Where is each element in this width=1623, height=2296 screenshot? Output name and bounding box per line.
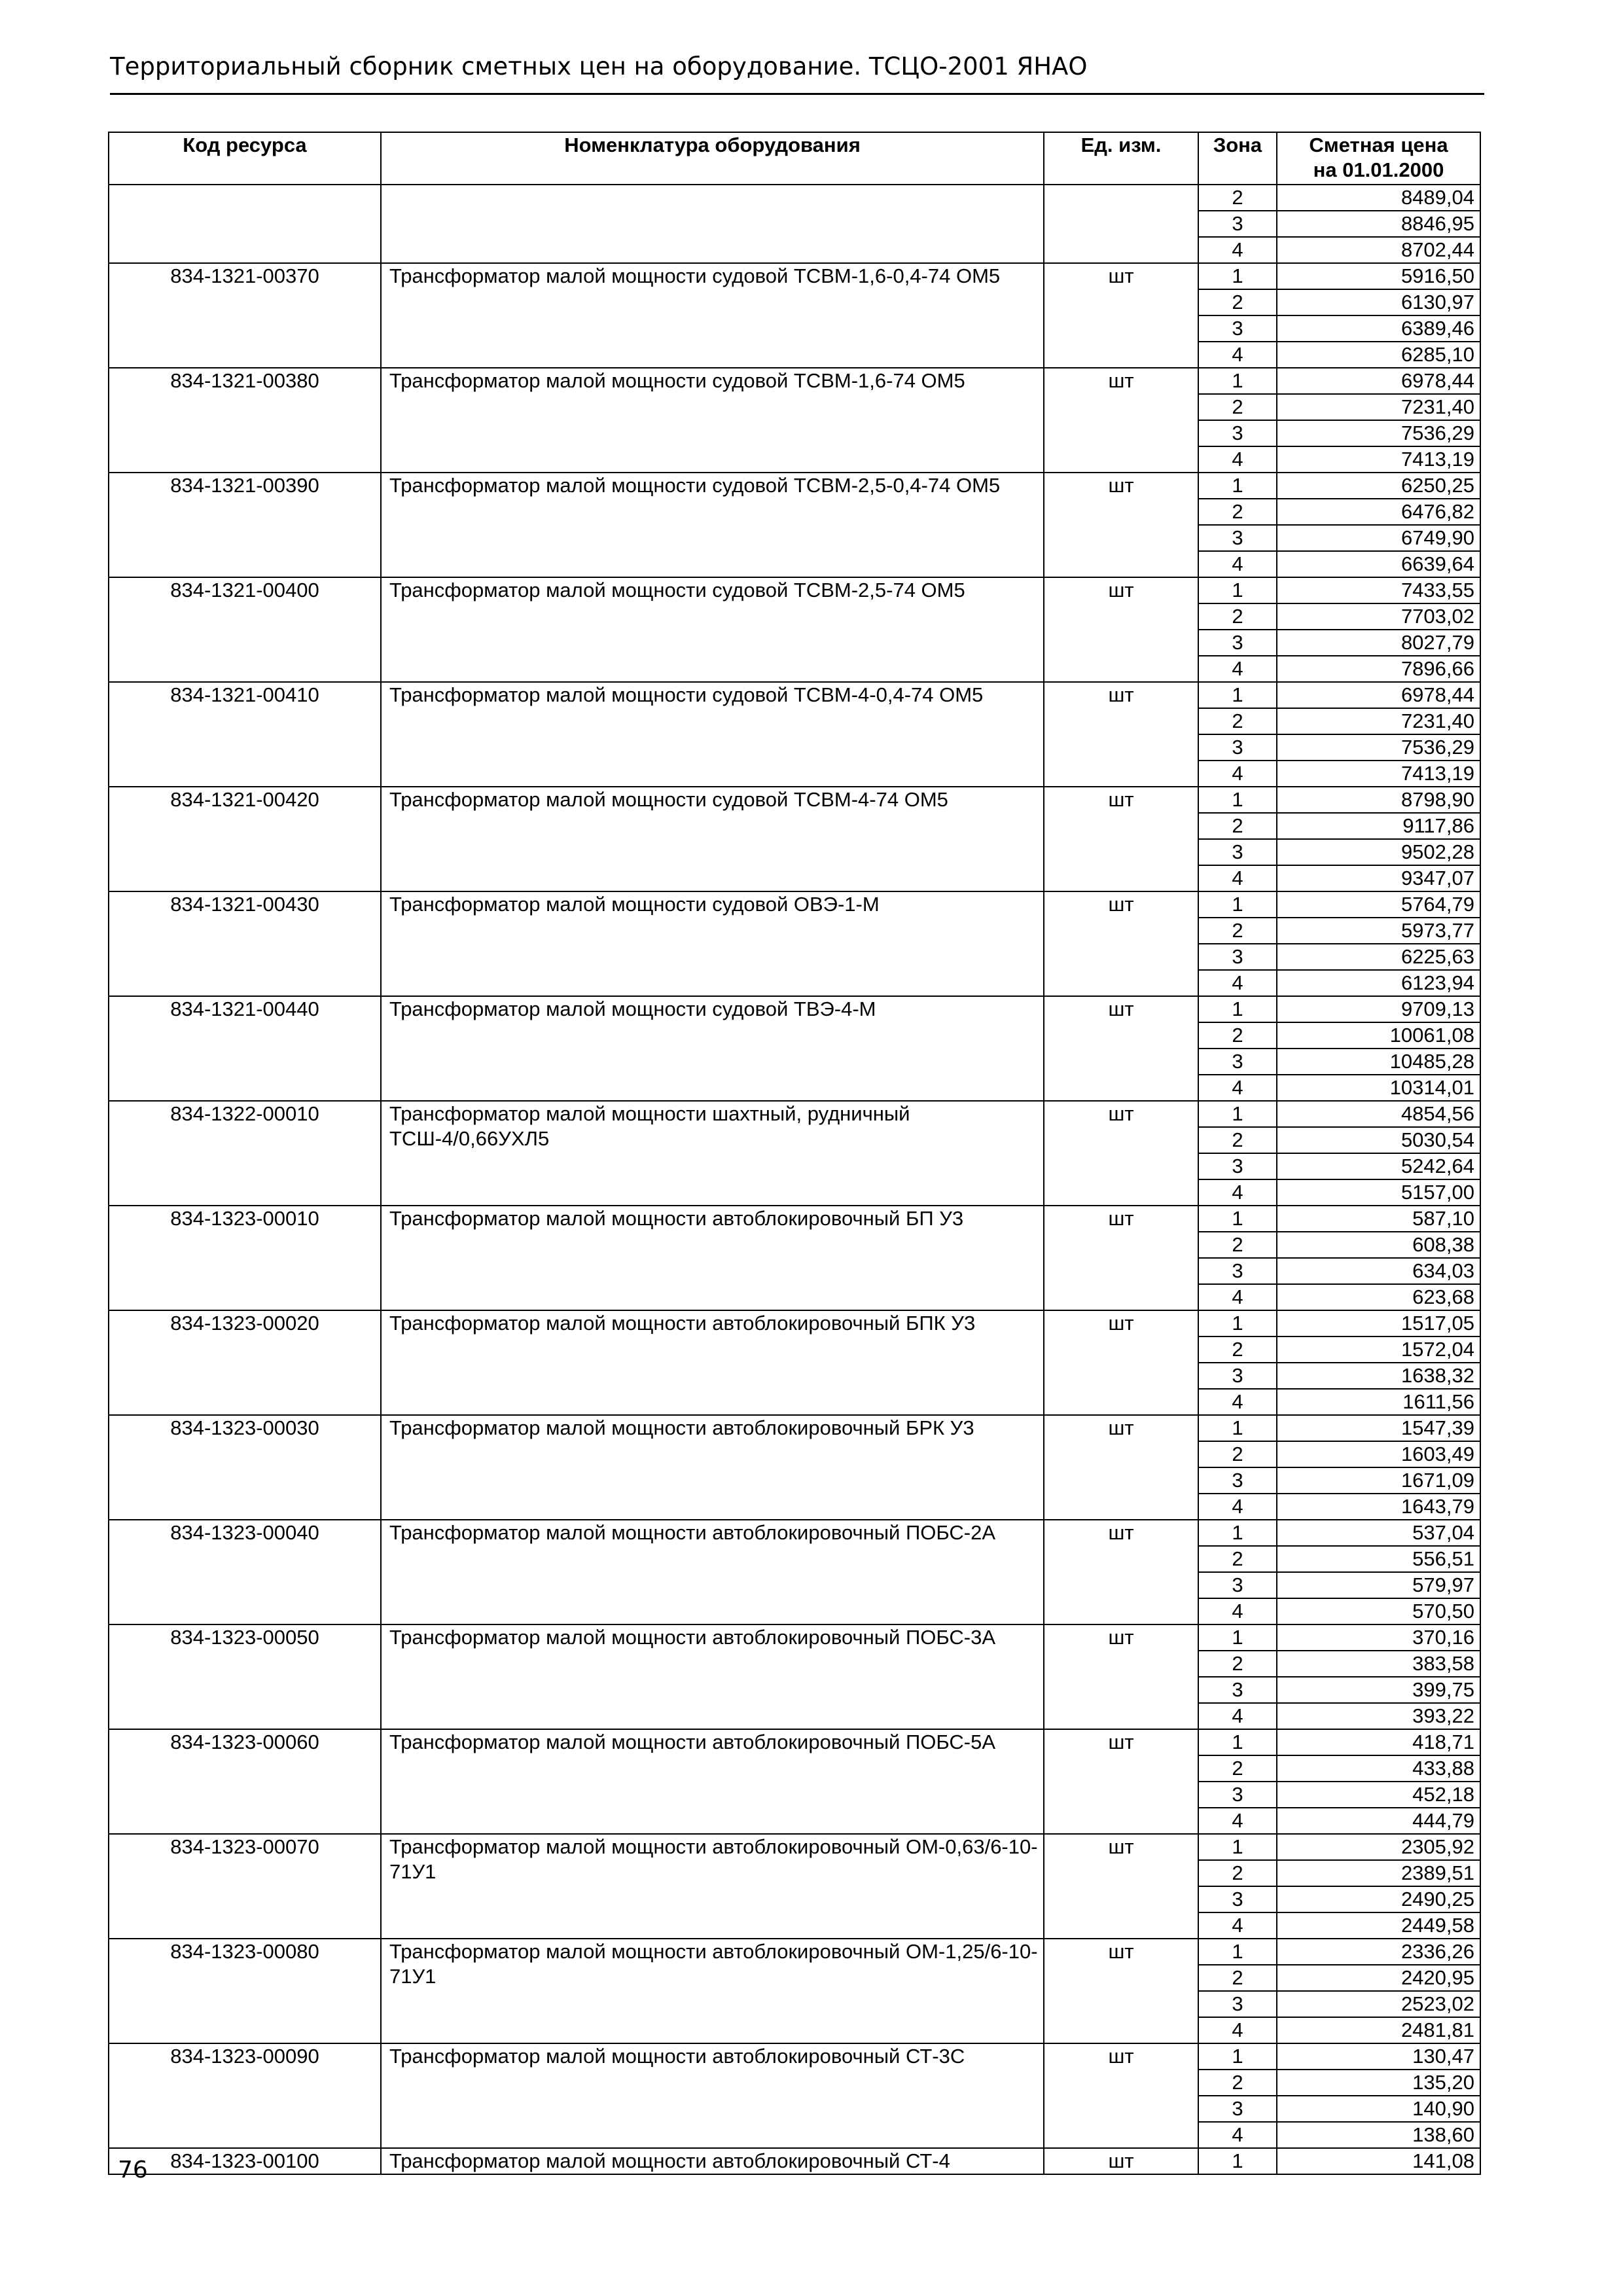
header-name: Номенклатура оборудования [381, 132, 1044, 185]
zone-cell: 2 [1198, 499, 1277, 525]
unit-cell: шт [1044, 1415, 1198, 1520]
zone-cell: 2 [1198, 813, 1277, 839]
zone-cell: 2 [1198, 1232, 1277, 1258]
zone-cell: 3 [1198, 1363, 1277, 1389]
zone-cell: 1 [1198, 1520, 1277, 1546]
zone-cell: 1 [1198, 891, 1277, 918]
table-row [109, 996, 1480, 1022]
unit-cell: шт [1044, 1520, 1198, 1624]
nomenclature-cell: Трансформатор малой мощности судовой ТСВМ-1,6-74 ОМ5 [381, 368, 1044, 473]
zone-cell: 2 [1198, 1546, 1277, 1572]
table-row [109, 2043, 1480, 2070]
zone-cell: 2 [1198, 1336, 1277, 1363]
header-code: Код ресурса [109, 132, 381, 185]
table-row [109, 1939, 1480, 1965]
price-cell: 5973,77 [1277, 918, 1480, 944]
price-cell: 6225,63 [1277, 944, 1480, 970]
unit-cell: шт [1044, 682, 1198, 787]
price-cell: 2490,25 [1277, 1886, 1480, 1912]
table-row [109, 2148, 1480, 2174]
zone-cell: 3 [1198, 839, 1277, 865]
zone-cell: 4 [1198, 1494, 1277, 1520]
zone-cell: 2 [1198, 1755, 1277, 1782]
unit-cell: шт [1044, 1310, 1198, 1415]
zone-cell: 4 [1198, 342, 1277, 368]
zone-cell: 1 [1198, 996, 1277, 1022]
unit-cell: шт [1044, 1939, 1198, 2043]
resource-code-cell: 834-1323-00080 [109, 1939, 381, 2043]
price-cell: 140,90 [1277, 2096, 1480, 2122]
zone-cell: 2 [1198, 289, 1277, 315]
zone-cell: 2 [1198, 1651, 1277, 1677]
price-cell: 8798,90 [1277, 787, 1480, 813]
zone-cell: 3 [1198, 1677, 1277, 1703]
resource-code-cell: 834-1323-00020 [109, 1310, 381, 1415]
page-header [110, 47, 1484, 95]
unit-cell: шт [1044, 1206, 1198, 1310]
nomenclature-cell: Трансформатор малой мощности судовой ОВЭ-1-М [381, 891, 1044, 996]
price-cell: 5916,50 [1277, 263, 1480, 289]
zone-cell: 3 [1198, 734, 1277, 761]
zone-cell: 1 [1198, 1939, 1277, 1965]
price-cell: 7896,66 [1277, 656, 1480, 682]
unit-cell: шт [1044, 1624, 1198, 1729]
price-cell: 4854,56 [1277, 1101, 1480, 1127]
nomenclature-cell: Трансформатор малой мощности судовой ТСВМ-2,5-0,4-74 ОМ5 [381, 473, 1044, 577]
price-cell: 7536,29 [1277, 734, 1480, 761]
resource-code-cell: 834-1321-00430 [109, 891, 381, 996]
price-cell: 1638,32 [1277, 1363, 1480, 1389]
price-cell: 2305,92 [1277, 1834, 1480, 1860]
price-cell: 141,08 [1277, 2148, 1480, 2174]
nomenclature-cell: Трансформатор малой мощности автоблокировочный СТ-4 [381, 2148, 1044, 2174]
price-cell: 6978,44 [1277, 682, 1480, 708]
zone-cell: 4 [1198, 970, 1277, 996]
price-cell: 9709,13 [1277, 996, 1480, 1022]
zone-cell: 4 [1198, 237, 1277, 263]
price-cell: 7231,40 [1277, 708, 1480, 734]
price-cell: 393,22 [1277, 1703, 1480, 1729]
table-row [109, 1415, 1480, 1441]
zone-cell: 1 [1198, 682, 1277, 708]
continuation-name-cell [381, 185, 1044, 263]
price-cell: 6250,25 [1277, 473, 1480, 499]
unit-cell: шт [1044, 1834, 1198, 1939]
zone-cell: 3 [1198, 420, 1277, 446]
price-cell: 5157,00 [1277, 1179, 1480, 1206]
nomenclature-cell: Трансформатор малой мощности шахтный, рудничный ТСШ-4/0,66УХЛ5 [381, 1101, 1044, 1206]
price-cell: 135,20 [1277, 2070, 1480, 2096]
zone-cell: 2 [1198, 1441, 1277, 1467]
zone-cell: 4 [1198, 551, 1277, 577]
table-row [109, 1206, 1480, 1232]
price-cell: 1671,09 [1277, 1467, 1480, 1494]
resource-code-cell: 834-1323-00070 [109, 1834, 381, 1939]
price-cell: 8027,79 [1277, 630, 1480, 656]
table-row [109, 1310, 1480, 1336]
zone-cell: 4 [1198, 1808, 1277, 1834]
price-cell: 7703,02 [1277, 603, 1480, 630]
unit-cell: шт [1044, 2043, 1198, 2148]
zone-cell: 1 [1198, 1834, 1277, 1860]
price-cell: 418,71 [1277, 1729, 1480, 1755]
zone-cell: 2 [1198, 1860, 1277, 1886]
header-zone: Зона [1198, 132, 1277, 185]
table-row [109, 682, 1480, 708]
zone-cell: 3 [1198, 1467, 1277, 1494]
price-cell: 452,18 [1277, 1782, 1480, 1808]
table-row [109, 1101, 1480, 1127]
nomenclature-cell: Трансформатор малой мощности автоблокировочный ОМ-1,25/6-10-71У1 [381, 1939, 1044, 2043]
nomenclature-cell: Трансформатор малой мощности автоблокировочный ПОБС-3А [381, 1624, 1044, 1729]
price-cell: 2449,58 [1277, 1912, 1480, 1939]
zone-cell: 3 [1198, 1049, 1277, 1075]
table-row [109, 1520, 1480, 1546]
unit-cell: шт [1044, 577, 1198, 682]
resource-code-cell: 834-1322-00010 [109, 1101, 381, 1206]
table-row [109, 1834, 1480, 1860]
zone-cell: 1 [1198, 1206, 1277, 1232]
resource-code-cell: 834-1321-00400 [109, 577, 381, 682]
price-cell: 1572,04 [1277, 1336, 1480, 1363]
zone-cell: 4 [1198, 446, 1277, 473]
nomenclature-cell: Трансформатор малой мощности судовой ТВЭ-4-М [381, 996, 1044, 1101]
price-cell: 7413,19 [1277, 446, 1480, 473]
price-cell: 623,68 [1277, 1284, 1480, 1310]
price-cell: 570,50 [1277, 1598, 1480, 1624]
zone-cell: 1 [1198, 368, 1277, 394]
zone-cell: 4 [1198, 2122, 1277, 2148]
resource-code-cell: 834-1321-00410 [109, 682, 381, 787]
price-cell: 383,58 [1277, 1651, 1480, 1677]
price-cell: 5030,54 [1277, 1127, 1480, 1153]
resource-code-cell: 834-1323-00030 [109, 1415, 381, 1520]
price-cell: 2523,02 [1277, 1991, 1480, 2017]
unit-cell: шт [1044, 1729, 1198, 1834]
nomenclature-cell: Трансформатор малой мощности судовой ТСВМ-2,5-74 ОМ5 [381, 577, 1044, 682]
header-unit: Ед. изм. [1044, 132, 1198, 185]
header-price-line1: Сметная цена [1309, 134, 1448, 156]
table-row [109, 185, 1480, 211]
price-cell: 2420,95 [1277, 1965, 1480, 1991]
table-row [109, 787, 1480, 813]
nomenclature-cell: Трансформатор малой мощности судовой ТСВМ-4-0,4-74 ОМ5 [381, 682, 1044, 787]
resource-code-cell: 834-1321-00440 [109, 996, 381, 1101]
zone-cell: 2 [1198, 708, 1277, 734]
unit-cell: шт [1044, 473, 1198, 577]
nomenclature-cell: Трансформатор малой мощности автоблокировочный СТ-3С [381, 2043, 1044, 2148]
table-body [109, 185, 1480, 2174]
zone-cell: 3 [1198, 944, 1277, 970]
price-cell: 7536,29 [1277, 420, 1480, 446]
price-cell: 6978,44 [1277, 368, 1480, 394]
zone-cell: 4 [1198, 761, 1277, 787]
zone-cell: 3 [1198, 1153, 1277, 1179]
zone-cell: 3 [1198, 2096, 1277, 2122]
price-cell: 9117,86 [1277, 813, 1480, 839]
resource-code-cell: 834-1321-00420 [109, 787, 381, 891]
price-cell: 6130,97 [1277, 289, 1480, 315]
zone-cell: 3 [1198, 1991, 1277, 2017]
zone-cell: 3 [1198, 1782, 1277, 1808]
price-cell: 6285,10 [1277, 342, 1480, 368]
unit-cell: шт [1044, 891, 1198, 996]
header-row [109, 132, 1480, 185]
zone-cell: 4 [1198, 1179, 1277, 1206]
table-row [109, 368, 1480, 394]
price-cell: 370,16 [1277, 1624, 1480, 1651]
price-cell: 130,47 [1277, 2043, 1480, 2070]
zone-cell: 2 [1198, 1022, 1277, 1049]
price-cell: 9502,28 [1277, 839, 1480, 865]
price-cell: 9347,07 [1277, 865, 1480, 891]
nomenclature-cell: Трансформатор малой мощности автоблокировочный ПОБС-5А [381, 1729, 1044, 1834]
table-row [109, 577, 1480, 603]
zone-cell: 1 [1198, 1101, 1277, 1127]
unit-cell: шт [1044, 2148, 1198, 2174]
zone-cell: 1 [1198, 263, 1277, 289]
price-cell: 1643,79 [1277, 1494, 1480, 1520]
zone-cell: 1 [1198, 1310, 1277, 1336]
price-cell: 1603,49 [1277, 1441, 1480, 1467]
price-cell: 8702,44 [1277, 237, 1480, 263]
header-price [1277, 132, 1480, 185]
price-cell: 2481,81 [1277, 2017, 1480, 2043]
resource-code-cell: 834-1323-00050 [109, 1624, 381, 1729]
price-cell: 587,10 [1277, 1206, 1480, 1232]
price-cell: 556,51 [1277, 1546, 1480, 1572]
price-cell: 8489,04 [1277, 185, 1480, 211]
zone-cell: 1 [1198, 577, 1277, 603]
nomenclature-cell: Трансформатор малой мощности автоблокировочный БП У3 [381, 1206, 1044, 1310]
zone-cell: 4 [1198, 1389, 1277, 1415]
zone-cell: 4 [1198, 1598, 1277, 1624]
price-cell: 634,03 [1277, 1258, 1480, 1284]
price-cell: 2336,26 [1277, 1939, 1480, 1965]
table-row [109, 1729, 1480, 1755]
price-cell: 7433,55 [1277, 577, 1480, 603]
resource-code-cell: 834-1321-00390 [109, 473, 381, 577]
price-cell: 1517,05 [1277, 1310, 1480, 1336]
price-cell: 2389,51 [1277, 1860, 1480, 1886]
zone-cell: 3 [1198, 211, 1277, 237]
nomenclature-cell: Трансформатор малой мощности автоблокировочный БРК У3 [381, 1415, 1044, 1520]
zone-cell: 1 [1198, 1729, 1277, 1755]
zone-cell: 1 [1198, 1624, 1277, 1651]
unit-cell: шт [1044, 996, 1198, 1101]
resource-code-cell: 834-1321-00370 [109, 263, 381, 368]
zone-cell: 1 [1198, 1415, 1277, 1441]
price-cell: 5242,64 [1277, 1153, 1480, 1179]
zone-cell: 3 [1198, 1572, 1277, 1598]
page-number: 76 [118, 2157, 148, 2183]
resource-code-cell: 834-1323-00040 [109, 1520, 381, 1624]
nomenclature-cell: Трансформатор малой мощности судовой ТСВМ-4-74 ОМ5 [381, 787, 1044, 891]
price-cell: 399,75 [1277, 1677, 1480, 1703]
price-cell: 433,88 [1277, 1755, 1480, 1782]
zone-cell: 3 [1198, 1886, 1277, 1912]
price-cell: 138,60 [1277, 2122, 1480, 2148]
price-cell: 10061,08 [1277, 1022, 1480, 1049]
zone-cell: 3 [1198, 1258, 1277, 1284]
nomenclature-cell: Трансформатор малой мощности автоблокировочный БПК У3 [381, 1310, 1044, 1415]
continuation-code-cell [109, 185, 381, 263]
resource-code-cell: 834-1323-00060 [109, 1729, 381, 1834]
price-table [108, 132, 1481, 2175]
unit-cell: шт [1044, 368, 1198, 473]
zone-cell: 2 [1198, 1965, 1277, 1991]
zone-cell: 4 [1198, 865, 1277, 891]
price-cell: 10314,01 [1277, 1075, 1480, 1101]
table-row [109, 1624, 1480, 1651]
zone-cell: 3 [1198, 525, 1277, 551]
nomenclature-cell: Трансформатор малой мощности автоблокировочный ОМ-0,63/6-10-71У1 [381, 1834, 1044, 1939]
zone-cell: 4 [1198, 656, 1277, 682]
price-cell: 1547,39 [1277, 1415, 1480, 1441]
zone-cell: 4 [1198, 1703, 1277, 1729]
price-cell: 7413,19 [1277, 761, 1480, 787]
price-cell: 7231,40 [1277, 394, 1480, 420]
nomenclature-cell: Трансформатор малой мощности судовой ТСВМ-1,6-0,4-74 ОМ5 [381, 263, 1044, 368]
resource-code-cell: 834-1323-00010 [109, 1206, 381, 1310]
zone-cell: 1 [1198, 473, 1277, 499]
zone-cell: 2 [1198, 1127, 1277, 1153]
document-title: Территориальный сборник сметных цен на оборудование. ТСЦО-2001 ЯНАО [110, 52, 1088, 81]
zone-cell: 2 [1198, 185, 1277, 211]
header-price-line2: на 01.01.2000 [1313, 158, 1444, 181]
price-cell: 608,38 [1277, 1232, 1480, 1258]
zone-cell: 1 [1198, 2148, 1277, 2174]
resource-code-cell: 834-1321-00380 [109, 368, 381, 473]
price-cell: 6123,94 [1277, 970, 1480, 996]
zone-cell: 2 [1198, 394, 1277, 420]
price-cell: 444,79 [1277, 1808, 1480, 1834]
price-cell: 6749,90 [1277, 525, 1480, 551]
price-cell: 10485,28 [1277, 1049, 1480, 1075]
resource-code-cell: 834-1323-00100 [109, 2148, 381, 2174]
zone-cell: 4 [1198, 1075, 1277, 1101]
price-cell: 1611,56 [1277, 1389, 1480, 1415]
zone-cell: 4 [1198, 1284, 1277, 1310]
price-cell: 6639,64 [1277, 551, 1480, 577]
table-row [109, 473, 1480, 499]
table-header [109, 132, 1480, 185]
price-cell: 579,97 [1277, 1572, 1480, 1598]
zone-cell: 1 [1198, 2043, 1277, 2070]
table-row [109, 263, 1480, 289]
zone-cell: 3 [1198, 315, 1277, 342]
price-cell: 6389,46 [1277, 315, 1480, 342]
continuation-unit-cell [1044, 185, 1198, 263]
zone-cell: 2 [1198, 2070, 1277, 2096]
price-cell: 5764,79 [1277, 891, 1480, 918]
zone-cell: 3 [1198, 630, 1277, 656]
unit-cell: шт [1044, 263, 1198, 368]
resource-code-cell: 834-1323-00090 [109, 2043, 381, 2148]
price-cell: 6476,82 [1277, 499, 1480, 525]
unit-cell: шт [1044, 787, 1198, 891]
price-cell: 537,04 [1277, 1520, 1480, 1546]
zone-cell: 4 [1198, 2017, 1277, 2043]
zone-cell: 1 [1198, 787, 1277, 813]
table-row [109, 891, 1480, 918]
price-cell: 8846,95 [1277, 211, 1480, 237]
nomenclature-cell: Трансформатор малой мощности автоблокировочный ПОБС-2А [381, 1520, 1044, 1624]
zone-cell: 2 [1198, 603, 1277, 630]
zone-cell: 2 [1198, 918, 1277, 944]
unit-cell: шт [1044, 1101, 1198, 1206]
zone-cell: 4 [1198, 1912, 1277, 1939]
